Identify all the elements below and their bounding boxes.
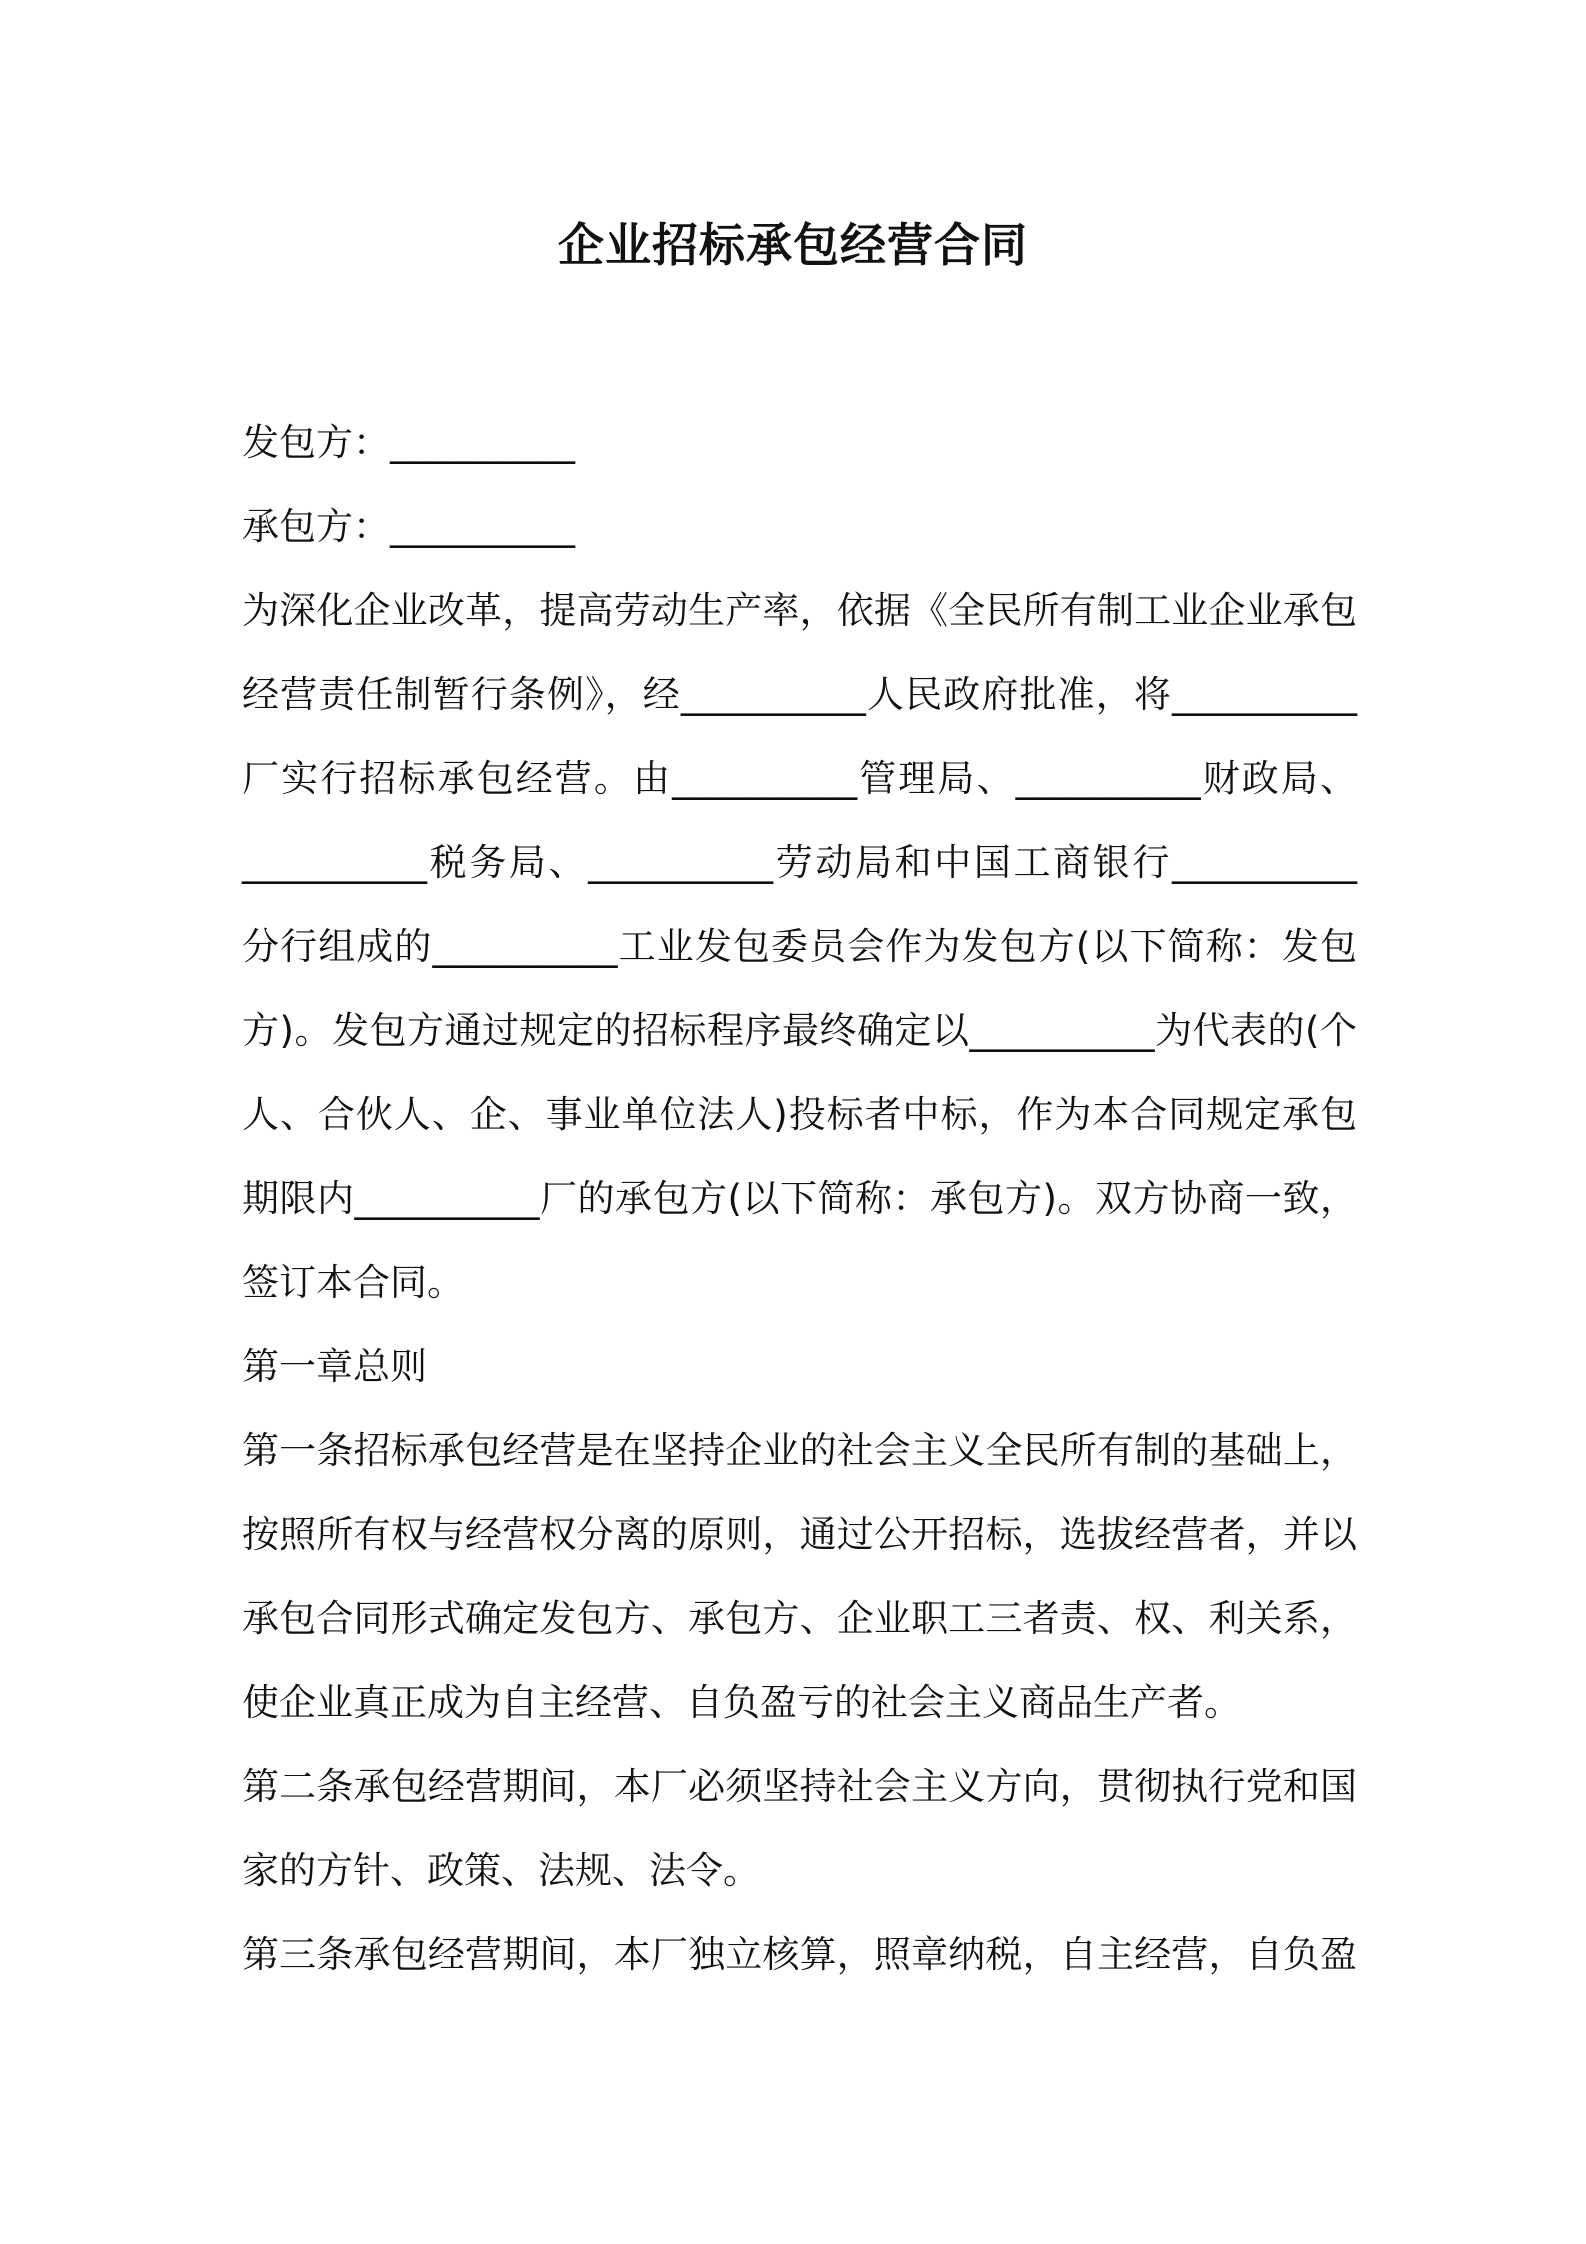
preamble-line: 人、合伙人、企、事业单位法人)投标者中标，作为本合同规定承包	[242, 1093, 1357, 1136]
preamble-line: 经营责任制暂行条例》，经__________人民政府批准，将__________	[242, 673, 1357, 716]
document-title: 企业招标承包经营合同	[558, 218, 1028, 272]
preamble-line: 签订本合同。	[242, 1261, 464, 1304]
preamble-line: 方)。发包方通过规定的招标程序最终确定以__________为代表的(个	[242, 1009, 1357, 1052]
article-line: 按照所有权与经营权分离的原则，通过公开招标，选拔经营者，并以	[242, 1513, 1357, 1556]
article-line: 承包合同形式确定发包方、承包方、企业职工三者责、权、利关系，	[242, 1597, 1357, 1640]
article-line: 家的方针、政策、法规、法令。	[242, 1849, 760, 1892]
article-line: 第一条招标承包经营是在坚持企业的社会主义全民所有制的基础上，	[242, 1429, 1357, 1472]
preamble-line: 为深化企业改革，提高劳动生产率，依据《全民所有制工业企业承包	[242, 589, 1357, 632]
chapter-heading: 第一章总则	[242, 1345, 427, 1388]
preamble-line: __________税务局、__________劳动局和中国工商银行__________	[242, 841, 1357, 884]
article-line: 使企业真正成为自主经营、自负盈亏的社会主义商品生产者。	[242, 1681, 1241, 1724]
document-body	[242, 401, 1357, 1997]
party-b-line: 承包方：__________	[242, 505, 575, 548]
article-line: 第三条承包经营期间，本厂独立核算，照章纳税，自主经营，自负盈	[242, 1933, 1357, 1976]
preamble-line: 分行组成的__________工业发包委员会作为发包方(以下简称：发包	[242, 925, 1357, 968]
party-a-line: 发包方：__________	[242, 421, 575, 464]
preamble-line: 厂实行招标承包经营。由__________管理局、__________财政局、	[242, 757, 1357, 800]
article-line: 第二条承包经营期间，本厂必须坚持社会主义方向，贯彻执行党和国	[242, 1765, 1357, 1808]
preamble-line: 期限内__________厂的承包方(以下简称：承包方)。双方协商一致，	[242, 1177, 1357, 1220]
